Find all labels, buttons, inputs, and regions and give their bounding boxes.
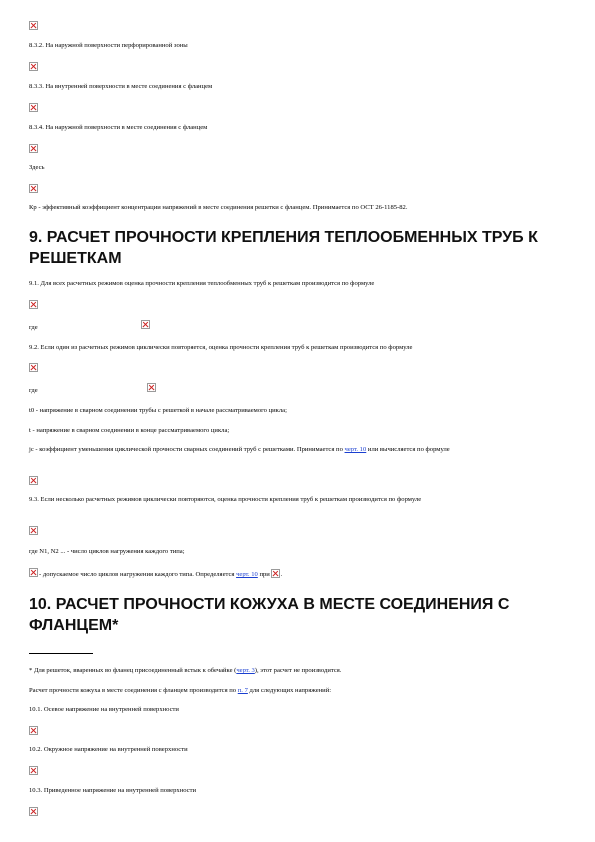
paragraph-t0-definition: t0 - напряжение в сварном соединении трубы с решеткой в начале рассматриваемого цикла;	[29, 407, 287, 414]
paragraph-jc-definition: jc - коэффициент уменьшения циклической прочности сварных соединений труб с решетками. Принимается по черт. 10 или вычисляется по формуле	[29, 446, 450, 453]
broken-image-icon	[147, 383, 156, 392]
link-section-7[interactable]: п. 7	[237, 687, 248, 694]
paragraph-8-3-3: 8.3.3. На внутренней поверхности в месте соединения с фланцем	[29, 83, 213, 90]
paragraph-shell-strength: Расчет прочности кожуха в месте соединения с фланцем производится по п. 7 для следующих напряжений:	[29, 687, 332, 694]
footnote: * Для решеток, вваренных во фланец присоединенный встык к обечайке (черт. 3), этот расчет не производится.	[29, 667, 342, 674]
link-chart-10[interactable]: черт. 10	[236, 571, 258, 578]
broken-image-icon	[29, 103, 38, 112]
broken-image-icon	[29, 363, 38, 372]
paragraph-10-2: 10.2. Окружное напряжение на внутренней поверхности	[29, 746, 188, 753]
broken-image-icon	[29, 62, 38, 71]
link-chart-10[interactable]: черт. 10	[344, 446, 367, 453]
paragraph-9-3: 9.3. Если несколько расчетных режимов циклически повторяются, оценка прочности крепления труб к решеткам производится по формуле	[29, 496, 422, 503]
paragraph-where: где	[29, 324, 38, 331]
paragraph-9-2: 9.2. Если один из расчетных режимов циклически повторяется, оценка прочности крепления труб к решеткам производится по формуле	[29, 344, 413, 351]
broken-image-icon	[29, 766, 38, 775]
broken-image-icon	[141, 320, 150, 329]
broken-image-icon	[29, 526, 38, 535]
paragraph-n1-n2: где N1, N2 ... - число циклов нагружения каждого типа;	[29, 548, 185, 555]
paragraph-here: Здесь	[29, 164, 45, 171]
broken-image-icon	[29, 21, 38, 30]
paragraph-10-3: 10.3. Приведенное напряжение на внутренней поверхности	[29, 787, 197, 794]
broken-image-icon	[29, 300, 38, 309]
paragraph-10-1: 10.1. Осевое напряжение на внутренней поверхности	[29, 706, 179, 713]
section-heading-10: 10. РАСЧЕТ ПРОЧНОСТИ КОЖУХА В МЕСТЕ СОЕДИНЕНИЯ С ФЛАНЦЕМ*	[29, 596, 510, 634]
paragraph-8-3-2: 8.3.2. На наружной поверхности перфорированной зоны	[29, 42, 188, 49]
broken-image-icon	[29, 568, 38, 577]
broken-image-icon	[29, 184, 38, 193]
paragraph-where: где	[29, 387, 38, 394]
link-chart-3[interactable]: черт. 3	[236, 667, 255, 674]
broken-image-icon	[29, 476, 38, 485]
paragraph-8-3-4: 8.3.4. На наружной поверхности в месте соединения с фланцем	[29, 124, 208, 131]
broken-image-icon	[29, 144, 38, 153]
broken-image-icon	[29, 807, 38, 816]
footnote-divider	[29, 653, 93, 654]
paragraph-allowable-cycles: - допускаемое число циклов нагружения каждого типа. Определяется черт. 10 при .	[39, 571, 283, 578]
section-heading-9: 9. РАСЧЕТ ПРОЧНОСТИ КРЕПЛЕНИЯ ТЕПЛООБМЕННЫХ ТРУБ К РЕШЕТКАМ	[29, 229, 538, 267]
broken-image-icon	[29, 726, 38, 735]
paragraph-9-1: 9.1. Для всех расчетных режимов оценка прочности крепления теплообменных труб к решеткам производится по формуле	[29, 280, 375, 287]
broken-image-icon	[271, 569, 280, 578]
paragraph-t-definition: t - напряжение в сварном соединении в конце рассматриваемого цикла;	[29, 427, 230, 434]
paragraph-kp-definition: Кр - эффективный коэффициент концентрации напряжений в месте соединения решетки с фланцем. Принимается по ОСТ 26-1185-82.	[29, 204, 408, 211]
